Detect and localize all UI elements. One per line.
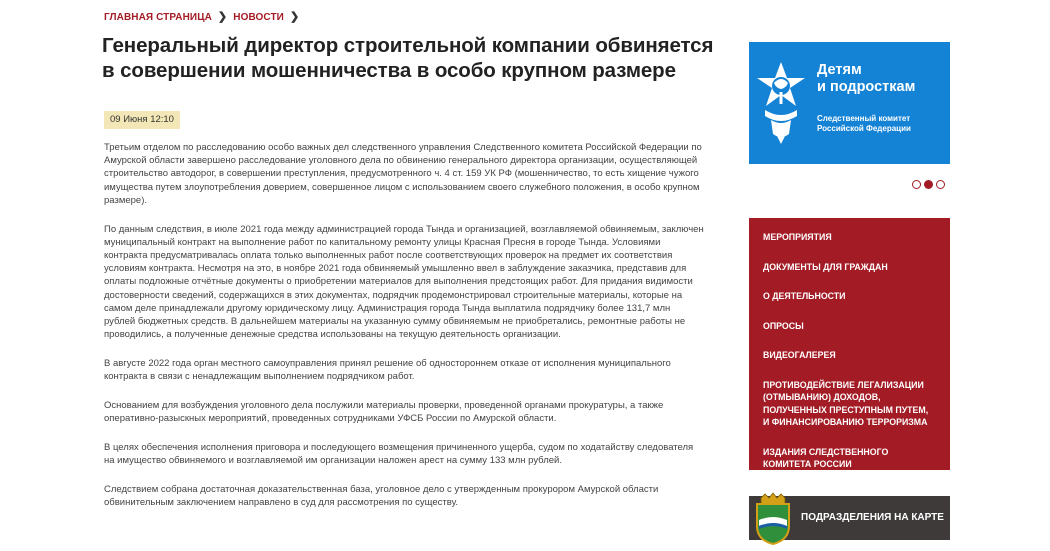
sidebar-item-events[interactable]: МЕРОПРИЯТИЯ bbox=[763, 232, 832, 242]
sidebar-item-anti-laundering[interactable]: ПРОТИВОДЕЙСТВИЕ ЛЕГАЛИЗАЦИИ (ОТМЫВАНИЮ) ДОХОДОВ, ПОЛУЧЕННЫХ ПРЕСТУПНЫМ ПУТЕМ, И ФИНАНСИРОВАНИЮ ТЕРРОРИЗМА bbox=[763, 379, 929, 427]
carousel-dots bbox=[912, 180, 948, 190]
amur-crest-icon bbox=[751, 492, 795, 546]
sidebar-item-about[interactable]: О ДЕЯТЕЛЬНОСТИ bbox=[763, 291, 846, 301]
carousel-dot[interactable] bbox=[936, 180, 945, 189]
article-paragraph: Третьим отделом по расследованию особо важных дел следственного управления Следственного комитета Российской Федерации по Амурской области завершено расследование уголовного дела по обвинению генерального директора организации, осуществляющей строительство автодорог, в совершении преступления, предусмотренного ч. 4 ст. 159 УК РФ (мошенничество, то есть хищение чужого имущества путем злоупотребления доверием, совершенное лицом с использованием своего служебного положения, в особо крупном размере). bbox=[104, 142, 702, 206]
sidebar-item-video[interactable]: ВИДЕОГАЛЕРЕЯ bbox=[763, 350, 836, 360]
page-title: Генеральный директор строительной компании обвиняется в совершении мошенничества в особо крупном размере bbox=[102, 34, 714, 82]
sidebar-item-publications[interactable]: ИЗДАНИЯ СЛЕДСТВЕННОГО КОМИТЕТА РОССИИ bbox=[763, 446, 889, 469]
sk-emblem-icon bbox=[753, 56, 809, 148]
banner-title: Детям и подросткам bbox=[817, 62, 916, 95]
carousel-dot-active[interactable] bbox=[924, 180, 933, 189]
publish-date-badge: 09 Июня 12:10 bbox=[104, 111, 180, 129]
chevron-right-icon: ❯ bbox=[289, 11, 300, 23]
breadcrumb-news-link[interactable]: НОВОСТИ bbox=[233, 12, 284, 23]
children-banner[interactable] bbox=[749, 42, 950, 164]
map-button-label: ПОДРАЗДЕЛЕНИЯ НА КАРТЕ bbox=[801, 512, 944, 523]
sidebar-item-documents[interactable]: ДОКУМЕНТЫ ДЛЯ ГРАЖДАН bbox=[763, 261, 888, 272]
breadcrumb bbox=[104, 10, 305, 23]
sidebar-menu bbox=[749, 218, 950, 470]
carousel-dot[interactable] bbox=[912, 180, 921, 189]
map-button[interactable] bbox=[749, 496, 950, 540]
article-body bbox=[104, 141, 704, 524]
article-paragraph: В августе 2022 года орган местного самоуправления принял решение об одностороннем отказе от исполнения муниципального контракта в связи с ненадлежащим выполнением подрядчиком работ. bbox=[104, 357, 671, 383]
banner-subtitle: Следственный комитет Российской Федерации bbox=[817, 114, 911, 133]
article-paragraph: Основанием для возбуждения уголовного дела послужили материалы проверки, проведенной органами прокуратуры, а также оперативно-разыскных мероприятий, проведенных сотрудниками УФСБ России по Амурской области. bbox=[104, 399, 664, 424]
sidebar-item-polls[interactable]: ОПРОСЫ bbox=[763, 320, 804, 331]
article-paragraph: Следствием собрана достаточная доказательственная база, уголовное дело с утвержденным прокурором Амурской области обвинительным заключением направлено в суд для рассмотрения по существу. bbox=[104, 483, 659, 508]
chevron-right-icon: ❯ bbox=[217, 11, 228, 23]
article-paragraph: В целях обеспечения исполнения приговора и последующего возмещения причиненного ущерба, судом по ходатайству следователя на имущество обвиняемого и возглавляемой им организации наложен арест на сумму 133 млн рублей. bbox=[104, 441, 694, 466]
article-paragraph: По данным следствия, в июле 2021 года между администрацией города Тында и организацией, возглавляемой обвиняемым, заключен муниципальный контракт на выполнение работ по капитальному ремонту улицы Красная Пресня в городе Тында. Условиями контракта предусматривалась оплата только выполненных работ после соответствующих проверок на предмет их соответствия условиям контракта. Несмотря на это, в ноябре 2021 года обвиняемый умышленно ввел в заблуждение заказчика, представив для оплаты подложные отчётные документы о приобретении материалов для выполнения предстоящих работ. Для придания видимости достоверности сведений, содержащихся в этих документах, подрядчик продемонстрировал строительные материалы, которые на самом деле принадлежали другому юридическому лицу. Администрация города Тында выплатила подрядчику более 131,7 млн рублей бюджетных средств. В дальнейшем материалы на указанную сумму обвиняемым не приобретались, ремонтные работы не проводились, а полученные денежные средства использованы на текущую деятельность организации. bbox=[104, 223, 704, 341]
breadcrumb-home-link[interactable]: ГЛАВНАЯ СТРАНИЦА bbox=[104, 12, 212, 23]
